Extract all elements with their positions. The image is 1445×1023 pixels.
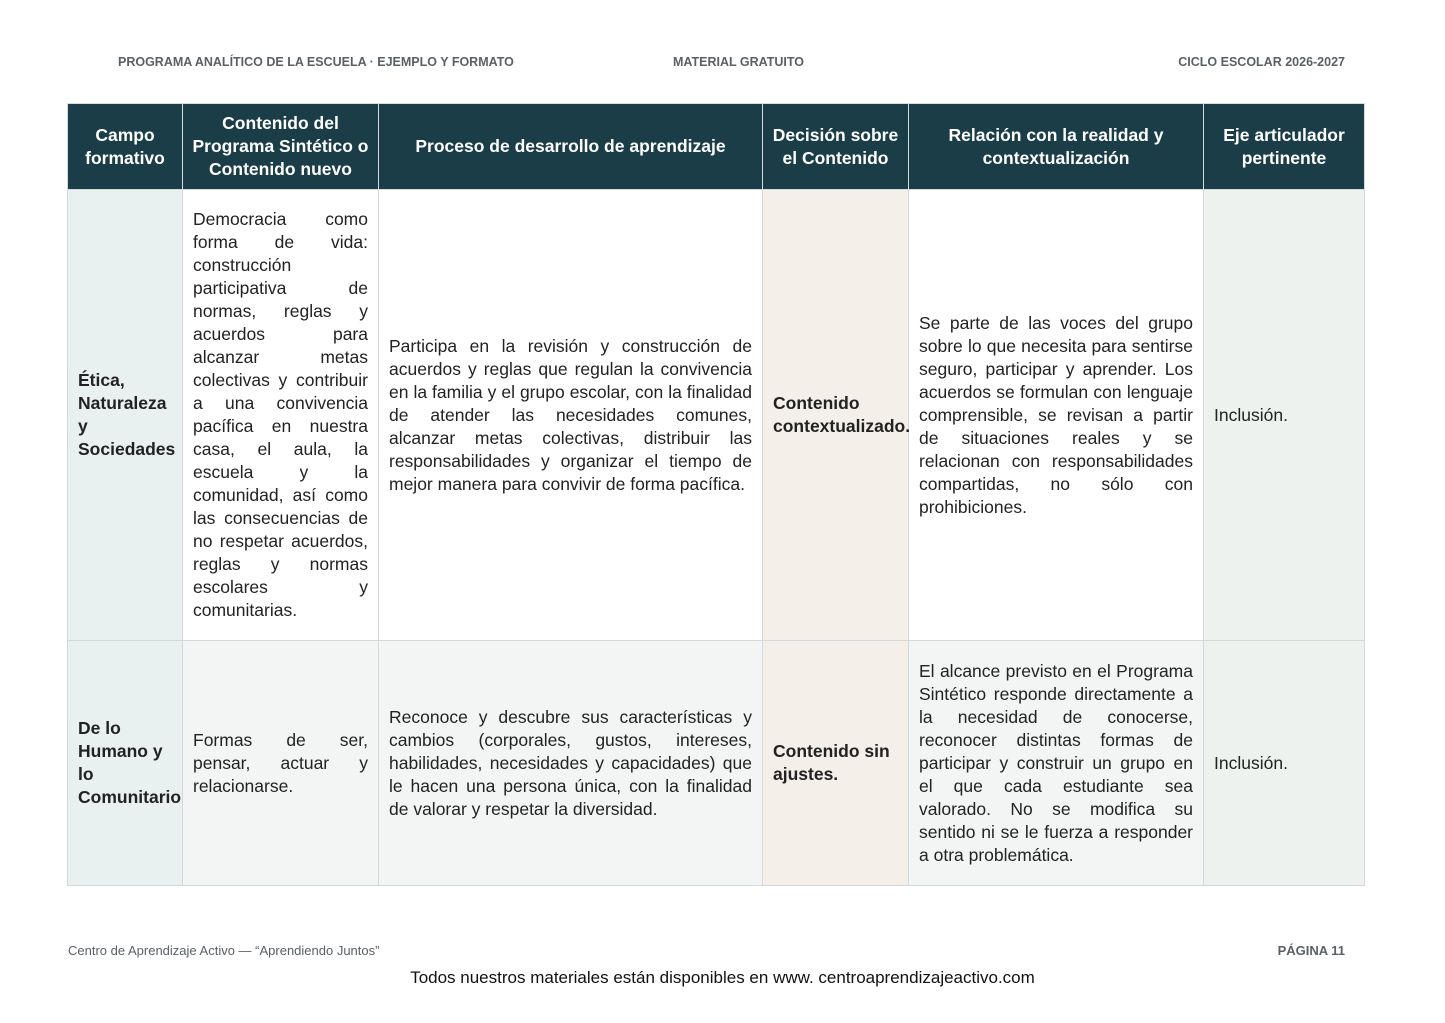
analytic-program-table	[67, 103, 1365, 886]
header-free-material: MATERIAL GRATUITO	[673, 55, 805, 69]
column-header-eje: Eje articulador pertinente	[1204, 104, 1365, 190]
header-school-year: CICLO ESCOLAR 2026-2027	[1178, 55, 1345, 69]
page-header	[118, 55, 1345, 73]
cell-proceso: Reconoce y descubre sus características y cambios (corporales, gustos, intereses, habilidades, necesidades y capacidades) que le hacen una persona única, con la finalidad de valorar y respetar la diversidad.	[379, 641, 763, 886]
header-title: PROGRAMA ANALÍTICO DE LA ESCUELA · EJEMPLO Y FORMATO	[118, 55, 514, 69]
cell-decision: Contenido sin ajustes.	[763, 641, 909, 886]
column-header-contenido: Contenido del Programa Sintético o Contenido nuevo	[183, 104, 379, 190]
cell-contenido: Democracia como forma de vida: construcción participativa de normas, reglas y acuerdos para alcanzar metas colectivas y contribuir a una convivencia pacífica en nuestra casa, el aula, la escuela y la comunidad, así como las consecuencias de no respetar acuerdos, reglas y normas escolares y comunitarias.	[183, 190, 379, 641]
footer-website-note: Todos nuestros materiales están disponibles en www. centroaprendizajeactivo.com	[410, 968, 1035, 987]
cell-relacion: El alcance previsto en el Programa Sintético responde directamente a la necesidad de conocerse, reconocer distintas formas de participar y construir un grupo en el que cada estudiante sea valorado. No se modifica su sentido ni se le fuerza a responder a otra problemática.	[909, 641, 1204, 886]
column-header-relacion: Relación con la realidad y contextualización	[909, 104, 1204, 190]
table-header-row	[68, 104, 1365, 190]
column-header-decision: Decisión sobre el Contenido	[763, 104, 909, 190]
cell-proceso: Participa en la revisión y construcción de acuerdos y reglas que regulan la convivencia en la familia y el grupo escolar, con la finalidad de atender las necesidades comunes, alcanzar metas colectivas, distribuir las responsabilidades y organizar el tiempo de mejor manera para convivir de forma pacífica.	[379, 190, 763, 641]
cell-campo: De lo Humano y lo Comunitario	[68, 641, 183, 886]
column-header-proceso: Proceso de desarrollo de aprendizaje	[379, 104, 763, 190]
footer-organization: Centro de Aprendizaje Activo — “Aprendiendo Juntos”	[68, 943, 380, 958]
cell-eje: Inclusión.	[1204, 641, 1365, 886]
table-row	[68, 641, 1365, 886]
page-footer	[68, 943, 1345, 961]
page-number: PÁGINA 11	[1277, 943, 1345, 958]
cell-campo: Ética, Naturaleza y Sociedades	[68, 190, 183, 641]
table-row	[68, 190, 1365, 641]
cell-decision: Contenido contextualizado.	[763, 190, 909, 641]
cell-contenido: Formas de ser, pensar, actuar y relacionarse.	[183, 641, 379, 886]
cell-eje: Inclusión.	[1204, 190, 1365, 641]
column-header-campo: Campo formativo	[68, 104, 183, 190]
cell-relacion: Se parte de las voces del grupo sobre lo que necesita para sentirse seguro, participar y aprender. Los acuerdos se formulan con lenguaje comprensible, se revisan a partir de situaciones reales y se relacionan con responsabilidades compartidas, no sólo con prohibiciones.	[909, 190, 1204, 641]
